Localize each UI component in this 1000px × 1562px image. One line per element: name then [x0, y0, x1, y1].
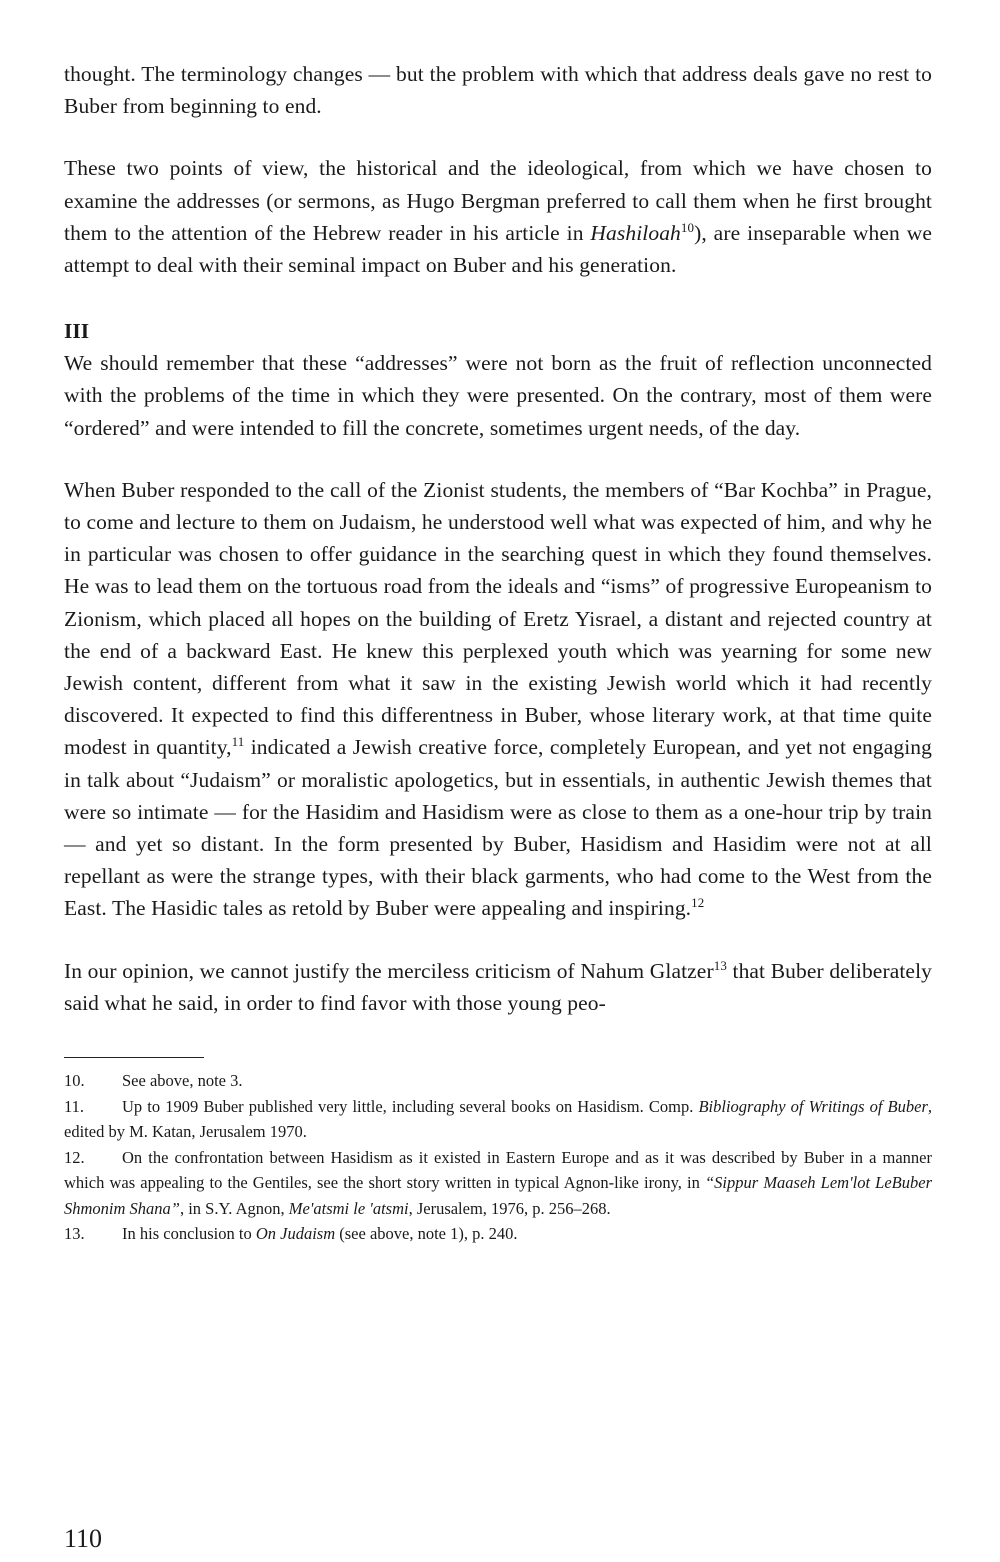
paragraph-5-text-a: In our opinion, we cannot justify the merciless criticism of Nahum Glatzer — [64, 958, 714, 983]
footnote-italic-title: Bibliography of Writings of Buber — [698, 1096, 928, 1116]
footnote-10 — [64, 1068, 932, 1094]
footnote-italic-title: On Judaism — [255, 1224, 336, 1244]
paragraph-1-text: thought. The terminology changes — but the problem with which that address deals gave no rest to Buber from beginning to end. — [64, 62, 932, 119]
footnote-number: 12. — [64, 1147, 85, 1167]
footnote-text: , in S.Y. Agnon, — [179, 1198, 289, 1218]
journal-title-hashiloah: Hashiloah — [590, 220, 681, 245]
footnote-ref-10: 10 — [680, 219, 695, 235]
footnote-13 — [64, 1221, 932, 1247]
paragraph-5-text-b: that Buber deliberately said what he said, in order to find favor with those young peo- — [64, 958, 932, 1015]
footnote-text: , edited by M. Katan, Jerusalem 1970. — [64, 1096, 932, 1142]
paragraph-3-text: We should remember that these “addresses” were not born as the fruit of reflection unconnected with the problems of the time in which they were presented. On the contrary, most of them were “ordered” and were intended to fill the concrete, sometimes urgent needs, of the day. — [64, 351, 932, 440]
page-body — [64, 58, 932, 1247]
footnote-text: In his conclusion to — [122, 1224, 256, 1244]
paragraph-3 — [64, 347, 932, 444]
footnote-text: Up to 1909 Buber published very little, including several books on Hasidism. Comp. — [122, 1096, 699, 1116]
footnote-number: 11. — [64, 1096, 85, 1116]
footnote-number: 13. — [64, 1224, 85, 1244]
footnote-text: , Jerusalem, 1976, p. 256–268. — [408, 1198, 611, 1218]
page-number: 110 — [64, 1524, 103, 1553]
footnote-number: 10. — [64, 1071, 85, 1091]
footnote-text: See above, note 3. — [122, 1071, 243, 1091]
footnotes — [64, 1068, 932, 1247]
paragraph-5 — [64, 955, 932, 1019]
paragraph-2-text-a: These two points of view, the historical and the ideological, from which we have chosen to examine the addresses (or sermons, as Hugo Bergman preferred to call them when he first brought them to the attention of the Hebrew reader in his article in — [64, 156, 932, 245]
footnote-ref-12: 12 — [691, 895, 705, 911]
footnote-text: (see above, note 1), p. 240. — [335, 1224, 518, 1244]
paragraph-2 — [64, 152, 932, 281]
section-heading: III — [64, 319, 90, 344]
footnote-italic-title: Me'atsmi le 'atsmi — [288, 1198, 409, 1218]
footnote-divider — [64, 1057, 204, 1058]
paragraph-4 — [64, 474, 932, 925]
footnote-text: On the confrontation between Hasidism as it existed in Eastern Europe and as it was described by Buber in a manner which was appealing to the Gentiles, see the short story written in typical Agnon-like irony, in — [64, 1147, 932, 1193]
paragraph-4-text-b: indicated a Jewish creative force, completely European, and yet not engaging in talk about “Judaism” or moralistic apologetics, but in essentials, in authentic Jewish themes that were so intimate — for the Hasidim and Hasidism were as close to them as a one-hour trip by train — and yet so distant. In the form presented by Buber, Hasidism and Hasidim were not at all repellant as were the strange types, with their black garments, who had come to the West from the East. The Hasidic tales as retold by Buber were appealing and inspiring. — [64, 735, 932, 921]
footnote-11 — [64, 1094, 932, 1145]
footnote-italic-title: “Sippur Maaseh Lem'lot LeBuber Shmonim Shana” — [64, 1173, 933, 1218]
footnote-ref-13: 13 — [713, 957, 727, 973]
footnote-12 — [64, 1145, 932, 1222]
footnote-ref-11: 11 — [231, 734, 245, 750]
paragraph-1 — [64, 58, 932, 122]
paragraph-4-text-a: When Buber responded to the call of the Zionist students, the members of “Bar Kochba” in Prague, to come and lecture to them on Judaism, he understood well what was expected of him, and why he in particular was chosen to offer guidance in the searching quest in which they found themselves. He was to lead them on the tortuous road from the ideals and “isms” of progressive Europeanism to Zionism, which placed all hopes on the building of Eretz Yisrael, a distant and rejected country at the end of a backward East. He knew this perplexed youth which was yearning for some new Jewish content, different from what it saw in the existing Jewish world which it had recently discovered. It expected to find this differentness in Buber, whose literary work, at that time quite modest in quantity, — [64, 477, 932, 760]
paragraph-2-text-b: ), are inseparable when we attempt to deal with their seminal impact on Buber and his generation. — [64, 220, 932, 278]
